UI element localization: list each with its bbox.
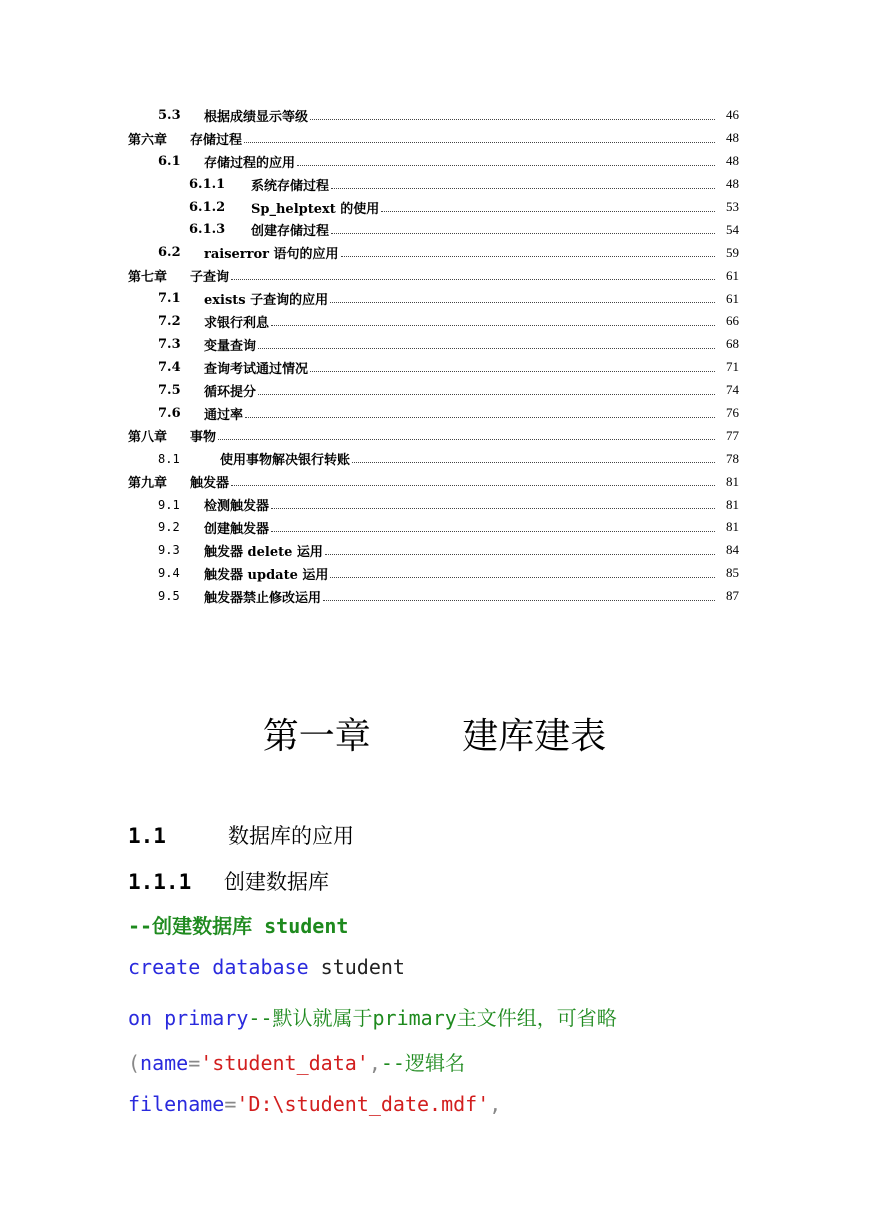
toc-entry-title: 创建触发器	[204, 521, 270, 537]
toc-dot-leader	[258, 348, 715, 349]
toc-entry-page: 85	[726, 565, 739, 581]
toc-entry-page: 81	[726, 496, 739, 512]
toc-entry-title: 系统存储过程	[251, 178, 330, 194]
toc-entry-title: Sp_helptext 的使用	[251, 201, 380, 217]
code-punct: (	[128, 1051, 141, 1075]
toc-dot-leader	[381, 211, 715, 212]
chapter-number: 第一章	[262, 716, 371, 757]
toc-entry[interactable]	[0, 150, 869, 173]
toc-entry[interactable]	[0, 402, 869, 425]
toc-entry-number: 9.5	[158, 589, 180, 604]
toc-entry[interactable]	[0, 424, 869, 447]
toc-dot-leader	[352, 462, 715, 463]
toc-entry-page: 53	[726, 199, 739, 214]
toc-entry-page: 84	[726, 542, 739, 558]
toc-entry-page: 77	[726, 427, 739, 443]
toc-entry-number: 8.1	[158, 451, 180, 466]
toc-entry[interactable]	[0, 356, 869, 379]
toc-dot-leader	[310, 371, 715, 372]
toc-entry-page: 76	[726, 405, 739, 421]
toc-entry-number: 7.2	[158, 313, 181, 329]
toc-entry-number: 7.1	[158, 291, 181, 307]
toc-entry[interactable]	[0, 562, 869, 585]
code-keyword: create database	[128, 955, 309, 979]
code-identifier: student	[308, 955, 405, 979]
toc-dot-leader	[271, 325, 715, 326]
toc-entry-number: 9.1	[158, 497, 180, 512]
code-string: 'student_data'	[200, 1051, 369, 1075]
toc-entry-number: 9.4	[158, 566, 180, 581]
toc-entry-title: 存储过程的应用	[204, 155, 296, 171]
toc-entry[interactable]	[0, 287, 869, 310]
toc-dot-leader	[271, 508, 715, 509]
toc-entry[interactable]	[0, 470, 869, 493]
toc-entry[interactable]	[0, 127, 869, 150]
toc-entry-number: 5.3	[158, 107, 181, 123]
toc-entry-page: 87	[726, 588, 739, 604]
toc-entry-title: 使用事物解决银行转账	[220, 453, 351, 469]
toc-entry-number: 第八章	[128, 430, 168, 446]
toc-entry-number: 6.2	[158, 245, 181, 261]
toc-dot-leader	[231, 485, 715, 486]
toc-entry-title: 循环提分	[204, 384, 257, 400]
toc-entry[interactable]	[0, 310, 869, 333]
toc-entry-number: 6.1.1	[189, 176, 226, 192]
section-heading	[128, 820, 354, 850]
code-line-3	[128, 1002, 617, 1031]
chapter-name: 建库建表	[462, 716, 607, 757]
toc-dot-leader	[325, 554, 715, 555]
toc-entry-number: 7.6	[158, 405, 181, 421]
toc-entry-page: 74	[726, 382, 739, 398]
toc-entry-page: 81	[726, 473, 739, 489]
toc-entry[interactable]	[0, 264, 869, 287]
toc-entry-number: 第六章	[128, 132, 168, 148]
toc-entry-page: 61	[726, 290, 739, 306]
table-of-contents	[0, 104, 869, 608]
toc-entry[interactable]	[0, 196, 869, 219]
code-line-2	[128, 955, 405, 979]
toc-dot-leader	[330, 302, 715, 303]
toc-entry-number: 6.1.2	[189, 199, 226, 215]
toc-entry-title: 根据成绩显示等级	[204, 109, 309, 125]
toc-dot-leader	[323, 600, 715, 601]
toc-entry-title: 触发器 update 运用	[204, 567, 329, 583]
toc-entry-page: 68	[726, 336, 739, 352]
toc-entry-number: 9.2	[158, 520, 180, 535]
toc-dot-leader	[244, 142, 715, 143]
toc-entry[interactable]	[0, 585, 869, 608]
toc-entry[interactable]	[0, 379, 869, 402]
toc-entry-title: 查询考试通过情况	[204, 361, 309, 377]
code-line-4	[128, 1047, 465, 1076]
toc-dot-leader	[297, 165, 715, 166]
toc-entry-title: 子查询	[190, 270, 230, 286]
toc-entry-title: raiserror 语句的应用	[204, 247, 339, 263]
toc-entry-number: 7.4	[158, 359, 181, 375]
chapter-title	[0, 708, 869, 759]
toc-entry-page: 81	[726, 519, 739, 535]
toc-entry-title: 创建存储过程	[251, 224, 330, 240]
toc-entry-title: 存储过程	[190, 132, 243, 148]
code-comment: --创建数据库 student	[128, 914, 349, 938]
toc-entry-title: 触发器	[190, 476, 230, 492]
toc-entry-number: 7.3	[158, 336, 181, 352]
code-keyword: on primary	[128, 1006, 249, 1030]
toc-entry-title: 检测触发器	[204, 499, 270, 515]
toc-dot-leader	[310, 119, 715, 120]
toc-entry[interactable]	[0, 218, 869, 241]
code-line-5	[128, 1092, 501, 1116]
code-keyword: filename	[128, 1092, 225, 1116]
toc-dot-leader	[258, 394, 715, 395]
toc-entry[interactable]	[0, 173, 869, 196]
toc-entry-page: 48	[726, 153, 739, 169]
toc-entry-page: 48	[726, 176, 739, 192]
toc-entry-page: 61	[726, 267, 739, 283]
subsection-heading	[128, 866, 329, 896]
toc-dot-leader	[231, 279, 715, 280]
code-punct: ,	[368, 1051, 381, 1075]
code-line-1	[128, 910, 348, 939]
code-comment: --逻辑名	[380, 1051, 465, 1075]
toc-entry[interactable]	[0, 516, 869, 539]
toc-dot-leader	[331, 188, 715, 189]
toc-dot-leader	[245, 417, 715, 418]
toc-entry[interactable]	[0, 104, 869, 127]
toc-dot-leader	[218, 439, 715, 440]
toc-entry-title: exists 子查询的应用	[204, 293, 329, 309]
toc-entry-page: 46	[726, 107, 739, 123]
toc-entry[interactable]	[0, 493, 869, 516]
code-string: 'D:\student_date.mdf'	[236, 1092, 490, 1116]
toc-entry-page: 59	[726, 244, 739, 260]
toc-entry-page: 71	[726, 359, 739, 375]
toc-entry-title: 通过率	[204, 407, 244, 423]
toc-entry-number: 7.5	[158, 382, 181, 398]
toc-entry-title: 触发器 delete 运用	[204, 544, 323, 560]
code-comment: --默认就属于primary主文件组，可省略	[248, 1006, 617, 1030]
toc-entry-title: 变量查询	[204, 338, 257, 354]
code-punct: =	[188, 1051, 201, 1075]
toc-entry[interactable]	[0, 539, 869, 562]
toc-entry[interactable]	[0, 241, 869, 264]
toc-entry-number: 第九章	[128, 476, 168, 492]
code-punct: ,	[489, 1092, 502, 1116]
toc-entry-number: 6.1	[158, 153, 181, 169]
toc-entry-page: 48	[726, 130, 739, 146]
toc-entry-page: 54	[726, 221, 739, 237]
toc-entry[interactable]	[0, 333, 869, 356]
subsection-number: 1.1.1	[128, 870, 192, 894]
toc-entry-page: 78	[726, 450, 739, 466]
toc-entry-title: 求银行利息	[204, 315, 270, 331]
toc-dot-leader	[341, 256, 715, 257]
toc-entry-title: 事物	[190, 430, 217, 446]
subsection-title: 创建数据库	[224, 870, 329, 894]
toc-entry-number: 6.1.3	[189, 222, 226, 238]
code-keyword: name	[140, 1051, 189, 1075]
toc-entry[interactable]	[0, 447, 869, 470]
toc-entry-title: 触发器禁止修改运用	[204, 590, 322, 606]
toc-entry-number: 9.3	[158, 543, 180, 558]
toc-dot-leader	[330, 577, 715, 578]
toc-dot-leader	[271, 531, 715, 532]
toc-entry-number: 第七章	[128, 270, 168, 286]
section-number: 1.1	[128, 824, 166, 848]
toc-entry-page: 66	[726, 313, 739, 329]
code-punct: =	[224, 1092, 237, 1116]
toc-dot-leader	[331, 233, 715, 234]
section-title: 数据库的应用	[228, 824, 354, 848]
